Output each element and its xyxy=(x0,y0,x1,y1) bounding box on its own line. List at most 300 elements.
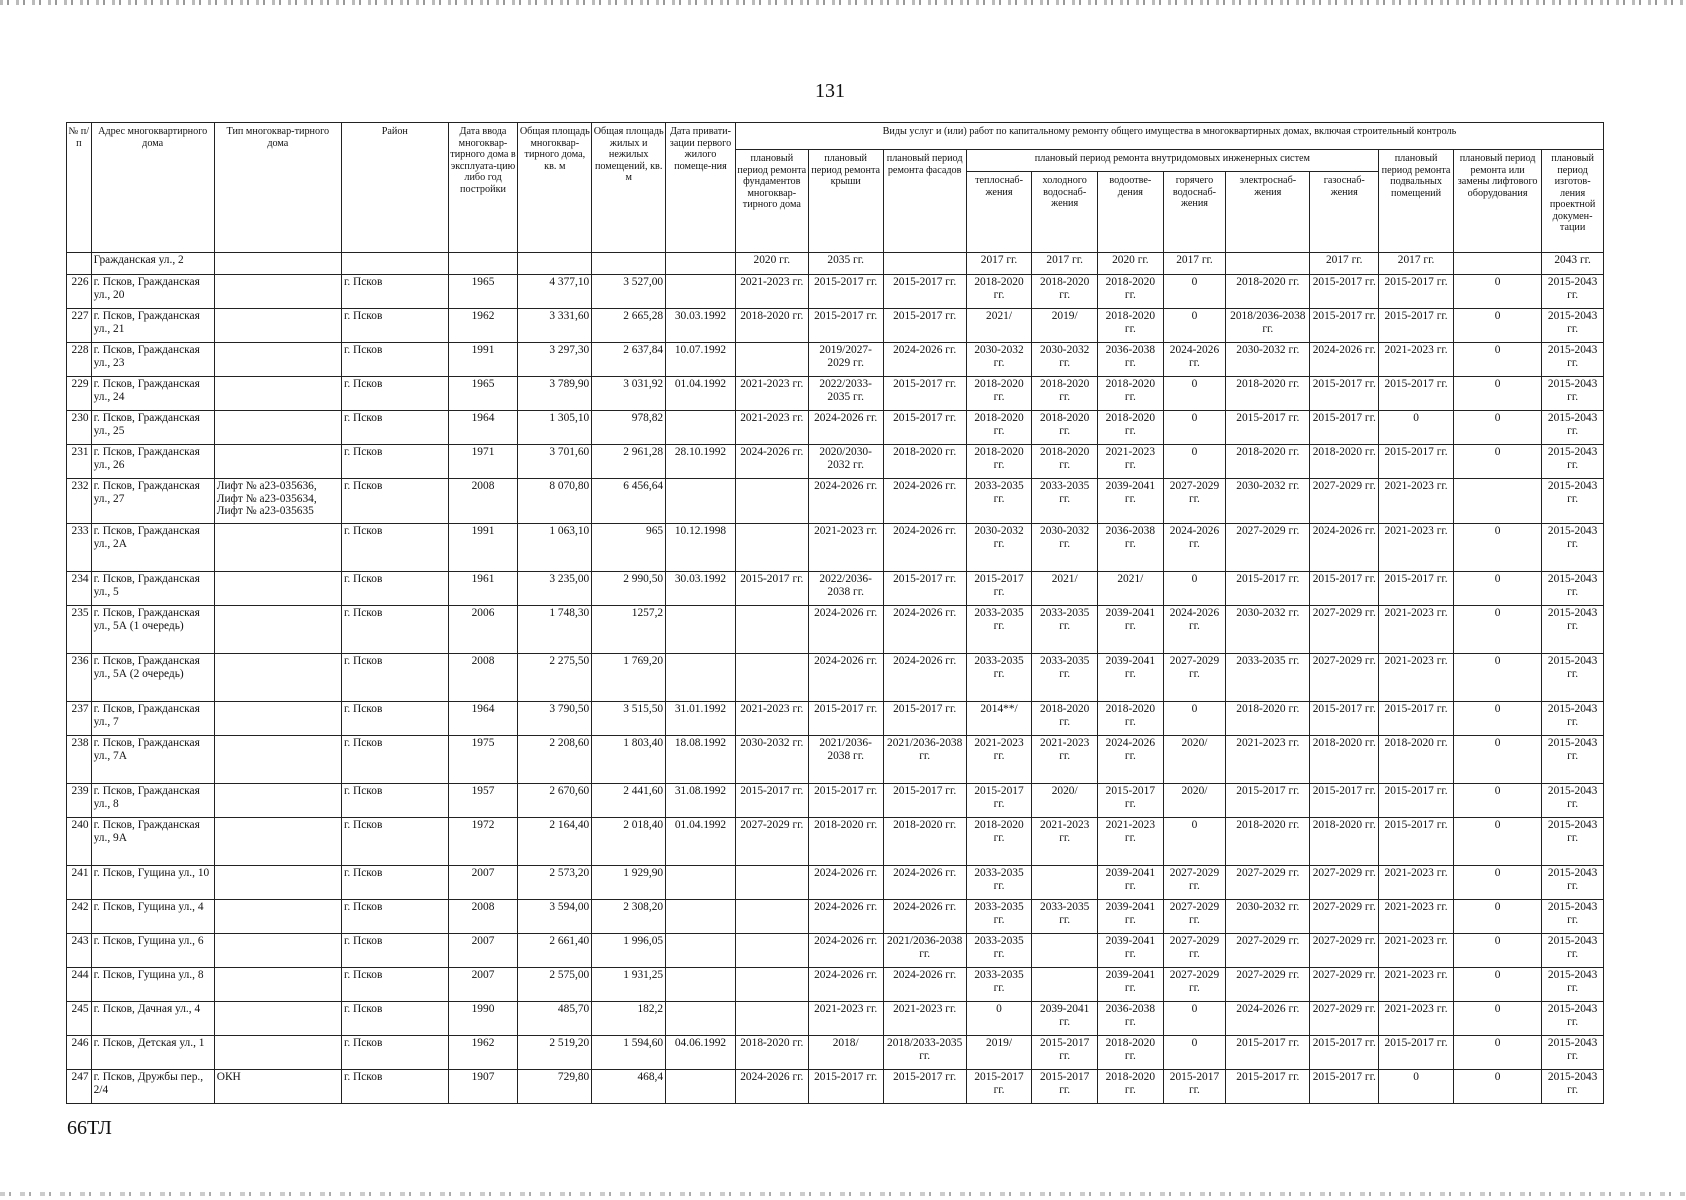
table-cell: 2015-2043 гг. xyxy=(1542,1070,1604,1104)
table-cell: 3 331,60 xyxy=(518,309,592,343)
table-cell: 2021-2023 гг. xyxy=(735,702,808,736)
table-cell: 2 308,20 xyxy=(592,900,666,934)
table-cell: 2039-2041 гг. xyxy=(1098,866,1164,900)
table-cell xyxy=(214,866,341,900)
table-cell: 2015-2043 гг. xyxy=(1542,654,1604,702)
table-cell: 0 xyxy=(1454,934,1542,968)
table-cell: 2027-2029 гг. xyxy=(1310,866,1379,900)
table-cell: 2033-2035 гг. xyxy=(966,968,1032,1002)
table-cell: 1965 xyxy=(448,377,518,411)
table-cell: 2015-2017 гг. xyxy=(883,572,966,606)
table-row xyxy=(67,702,1604,736)
table-cell: 2008 xyxy=(448,479,518,524)
footer-code: 66ТЛ xyxy=(67,1117,112,1139)
table-cell: 2024-2026 гг. xyxy=(883,606,966,654)
table-cell xyxy=(214,606,341,654)
table-cell: 2015-2017 гг. xyxy=(1310,411,1379,445)
table-cell: 0 xyxy=(1454,606,1542,654)
table-cell: 1 929,90 xyxy=(592,866,666,900)
table-cell: 2015-2043 гг. xyxy=(1542,934,1604,968)
table-cell: 1991 xyxy=(448,343,518,377)
table-cell xyxy=(666,606,736,654)
table-cell xyxy=(214,445,341,479)
table-cell: г. Псков, Детская ул., 1 xyxy=(91,1036,214,1070)
table-cell: г. Псков xyxy=(341,1036,448,1070)
capital-repair-table xyxy=(66,122,1604,1104)
table-cell: 2018-2020 гг. xyxy=(1226,445,1310,479)
table-cell: 1964 xyxy=(448,411,518,445)
table-cell: 2015-2017 гг. xyxy=(966,1070,1032,1104)
table-cell: 2015-2017 гг. xyxy=(883,702,966,736)
table-row xyxy=(67,654,1604,702)
table-cell xyxy=(666,900,736,934)
table-cell: 2015-2017 гг. xyxy=(808,784,883,818)
table-cell: 2039-2041 гг. xyxy=(1098,479,1164,524)
table-cell: г. Псков xyxy=(341,479,448,524)
table-cell: 729,80 xyxy=(518,1070,592,1104)
table-cell: 2024-2026 гг. xyxy=(883,343,966,377)
table-cell xyxy=(214,968,341,1002)
table-cell: 1 594,60 xyxy=(592,1036,666,1070)
table-cell: 2021/2036-2038 гг. xyxy=(808,736,883,784)
table-cell: 2015-2017 гг. xyxy=(1226,572,1310,606)
table-cell: 2033-2035 гг. xyxy=(966,654,1032,702)
table-cell: 2018-2020 гг. xyxy=(966,377,1032,411)
table-cell xyxy=(1032,866,1098,900)
table-cell: 3 235,00 xyxy=(518,572,592,606)
col-heat-header: теплоснаб-жения xyxy=(966,172,1032,253)
table-cell: 0 xyxy=(1454,445,1542,479)
table-cell: 2027-2029 гг. xyxy=(1310,934,1379,968)
table-cell: 2027-2029 гг. xyxy=(1163,934,1226,968)
table-cell: 242 xyxy=(67,900,92,934)
table-cell: 2022/2036-2038 гг. xyxy=(808,572,883,606)
table-cell: 2021-2023 гг. xyxy=(1379,866,1454,900)
table-cell: 2015-2017 гг. xyxy=(1310,702,1379,736)
table-cell: 2019/ xyxy=(1032,309,1098,343)
table-cell xyxy=(735,654,808,702)
table-cell: 2030-2032 гг. xyxy=(966,524,1032,572)
table-cell xyxy=(666,479,736,524)
table-cell: 2021-2023 гг. xyxy=(1032,818,1098,866)
table-cell: 0 xyxy=(1454,1002,1542,1036)
table-cell: 2 575,00 xyxy=(518,968,592,1002)
table-cell: 2015-2017 гг. xyxy=(1226,411,1310,445)
table-cell xyxy=(214,1002,341,1036)
table-cell xyxy=(883,253,966,275)
table-row xyxy=(67,524,1604,572)
col-commission-header: Дата ввода многоквар-тирного дома в эксплуата-цию либо год постройки xyxy=(448,123,518,253)
table-cell: 0 xyxy=(1163,1002,1226,1036)
table-row xyxy=(67,275,1604,309)
table-cell: 2030-2032 гг. xyxy=(735,736,808,784)
table-cell: 1972 xyxy=(448,818,518,866)
table-cell: г. Псков, Гущина ул., 10 xyxy=(91,866,214,900)
table-cell: 2033-2035 гг. xyxy=(1032,900,1098,934)
table-cell: 2039-2041 гг. xyxy=(1098,934,1164,968)
table-cell: 2015-2043 гг. xyxy=(1542,343,1604,377)
table-cell: 2030-2032 гг. xyxy=(1226,479,1310,524)
table-cell: 2030-2032 гг. xyxy=(966,343,1032,377)
table-cell: 2024-2026 гг. xyxy=(808,934,883,968)
col-total-area-header: Общая площадь многоквар-тирного дома, кв. м xyxy=(518,123,592,253)
table-cell: 0 xyxy=(1454,1036,1542,1070)
page-number: 131 xyxy=(815,80,845,102)
table-cell: 2015-2017 гг. xyxy=(1032,1036,1098,1070)
table-cell: г. Псков, Гражданская ул., 8 xyxy=(91,784,214,818)
table-cell: 2021-2023 гг. xyxy=(1098,445,1164,479)
table-cell: 0 xyxy=(1163,702,1226,736)
table-cell xyxy=(1032,968,1098,1002)
table-cell: 2030-2032 гг. xyxy=(1032,343,1098,377)
table-cell: 965 xyxy=(592,524,666,572)
table-cell xyxy=(1032,934,1098,968)
table-cell: 2020 гг. xyxy=(1098,253,1164,275)
table-cell: 2033-2035 гг. xyxy=(966,606,1032,654)
table-cell: г. Псков, Гражданская ул., 26 xyxy=(91,445,214,479)
table-cell: 2017 гг. xyxy=(1379,253,1454,275)
table-cell: 2018-2020 гг. xyxy=(1032,275,1098,309)
table-cell: 2024-2026 гг. xyxy=(1310,524,1379,572)
col-sewer-header: водоотве-дения xyxy=(1098,172,1164,253)
table-cell: 233 xyxy=(67,524,92,572)
table-cell: г. Псков, Гражданская ул., 5 xyxy=(91,572,214,606)
table-cell: 2021-2023 гг. xyxy=(883,1002,966,1036)
table-cell: 2 018,40 xyxy=(592,818,666,866)
table-row xyxy=(67,934,1604,968)
table-cell: 2024-2026 гг. xyxy=(1163,524,1226,572)
table-cell: 2 670,60 xyxy=(518,784,592,818)
table-cell: 2030-2032 гг. xyxy=(1226,343,1310,377)
table-cell: 2018-2020 гг. xyxy=(966,445,1032,479)
table-cell: 2015-2043 гг. xyxy=(1542,411,1604,445)
table-cell: 0 xyxy=(1379,1070,1454,1104)
table-cell: г. Псков, Дачная ул., 4 xyxy=(91,1002,214,1036)
table-row xyxy=(67,411,1604,445)
table-cell: 2024-2026 гг. xyxy=(808,900,883,934)
table-cell: 2027-2029 гг. xyxy=(1226,866,1310,900)
col-living-area-header: Общая площадь жилых и нежилых помещений, кв. м xyxy=(592,123,666,253)
table-cell: г. Псков xyxy=(341,968,448,1002)
table-cell: 2015-2017 гг. xyxy=(1310,1070,1379,1104)
col-cold-water-header: холодного водоснаб-жения xyxy=(1032,172,1098,253)
table-row xyxy=(67,606,1604,654)
table-cell: 3 790,50 xyxy=(518,702,592,736)
table-cell: г. Псков xyxy=(341,900,448,934)
table-cell: г. Псков xyxy=(341,445,448,479)
table-cell: г. Псков, Гражданская ул., 21 xyxy=(91,309,214,343)
table-cell: 2015-2043 гг. xyxy=(1542,702,1604,736)
table-cell xyxy=(666,1070,736,1104)
table-cell: 2015-2043 гг. xyxy=(1542,818,1604,866)
table-cell xyxy=(666,654,736,702)
table-cell: 8 070,80 xyxy=(518,479,592,524)
table-cell: 2024-2026 гг. xyxy=(883,900,966,934)
table-cell: 2027-2029 гг. xyxy=(1310,900,1379,934)
table-cell: 0 xyxy=(1163,572,1226,606)
table-cell: Гражданская ул., 2 xyxy=(91,253,214,275)
table-cell: 2015-2043 гг. xyxy=(1542,866,1604,900)
table-cell: 6 456,64 xyxy=(592,479,666,524)
table-cell: 2024-2026 гг. xyxy=(1226,1002,1310,1036)
table-cell: г. Псков xyxy=(341,309,448,343)
table-cell: 2036-2038 гг. xyxy=(1098,524,1164,572)
table-cell: 2007 xyxy=(448,866,518,900)
table-cell: 2039-2041 гг. xyxy=(1098,900,1164,934)
table-cell: 2 961,28 xyxy=(592,445,666,479)
table-cell: г. Псков, Гражданская ул., 27 xyxy=(91,479,214,524)
table-cell: 0 xyxy=(1454,1070,1542,1104)
table-cell: 2 208,60 xyxy=(518,736,592,784)
table-cell: 04.06.1992 xyxy=(666,1036,736,1070)
table-cell: 0 xyxy=(1454,343,1542,377)
table-cell xyxy=(1454,479,1542,524)
table-cell: 2027-2029 гг. xyxy=(1163,866,1226,900)
table-cell: 0 xyxy=(1454,900,1542,934)
table-cell: 2021-2023 гг. xyxy=(1379,934,1454,968)
table-cell: 2027-2029 гг. xyxy=(1226,934,1310,968)
col-hot-water-header: горячего водоснаб-жения xyxy=(1163,172,1226,253)
table-cell xyxy=(214,411,341,445)
col-foundation-header: плановый период ремонта фундаментов многоквар-тирного дома xyxy=(735,150,808,253)
table-cell: 2024-2026 гг. xyxy=(735,445,808,479)
table-cell: 2024-2026 гг. xyxy=(1098,736,1164,784)
table-cell: 2021-2023 гг. xyxy=(1379,343,1454,377)
table-cell: 2020/2030-2032 гг. xyxy=(808,445,883,479)
table-cell xyxy=(214,253,341,275)
table-cell: 1 931,25 xyxy=(592,968,666,1002)
table-cell xyxy=(1226,253,1310,275)
table-cell: 2015-2017 гг. xyxy=(883,377,966,411)
table-cell: 2015-2043 гг. xyxy=(1542,445,1604,479)
table-cell xyxy=(735,1002,808,1036)
table-cell: 485,70 xyxy=(518,1002,592,1036)
table-cell xyxy=(67,253,92,275)
col-type-header: Тип многоквар-тирного дома xyxy=(214,123,341,253)
table-cell xyxy=(735,934,808,968)
scan-edge-bottom xyxy=(0,1192,1686,1196)
table-row xyxy=(67,968,1604,1002)
table-cell: 28.10.1992 xyxy=(666,445,736,479)
table-cell xyxy=(214,900,341,934)
table-cell: 0 xyxy=(1454,736,1542,784)
table-cell: 0 xyxy=(1454,411,1542,445)
table-cell: 2022/2033-2035 гг. xyxy=(808,377,883,411)
table-cell: 240 xyxy=(67,818,92,866)
table-cell: 2018-2020 гг. xyxy=(1032,445,1098,479)
table-cell: 2021-2023 гг. xyxy=(1379,524,1454,572)
table-cell: г. Псков xyxy=(341,572,448,606)
table-row xyxy=(67,1002,1604,1036)
table-cell: 2018-2020 гг. xyxy=(1032,377,1098,411)
table-cell xyxy=(214,784,341,818)
table-cell: 2021/ xyxy=(1098,572,1164,606)
table-cell: г. Псков xyxy=(341,702,448,736)
table-cell: 2015-2017 гг. xyxy=(1310,377,1379,411)
table-cell: 2020/ xyxy=(1163,736,1226,784)
table-cell: 0 xyxy=(966,1002,1032,1036)
table-cell: 2030-2032 гг. xyxy=(1226,606,1310,654)
table-row xyxy=(67,866,1604,900)
table-cell: 1975 xyxy=(448,736,518,784)
table-cell: 2024-2026 гг. xyxy=(883,654,966,702)
table-cell xyxy=(214,377,341,411)
table-cell xyxy=(214,1036,341,1070)
table-cell: 2020/ xyxy=(1163,784,1226,818)
table-cell: 1990 xyxy=(448,1002,518,1036)
table-cell: 2024-2026 гг. xyxy=(808,411,883,445)
table-cell: 2027-2029 гг. xyxy=(1163,900,1226,934)
table-cell: 2024-2026 гг. xyxy=(808,968,883,1002)
table-cell: 978,82 xyxy=(592,411,666,445)
table-cell: 2020/ xyxy=(1032,784,1098,818)
table-cell: 1964 xyxy=(448,702,518,736)
table-cell: 2027-2029 гг. xyxy=(1163,479,1226,524)
table-cell: 2018-2020 гг. xyxy=(1310,736,1379,784)
table-cell: г. Псков, Гражданская ул., 2А xyxy=(91,524,214,572)
table-row xyxy=(67,784,1604,818)
col-address-header: Адрес многоквартирного дома xyxy=(91,123,214,253)
table-cell xyxy=(214,934,341,968)
table-cell: 2008 xyxy=(448,654,518,702)
table-cell: 2019/ xyxy=(966,1036,1032,1070)
table-cell: 2024-2026 гг. xyxy=(1310,343,1379,377)
table-cell: 2015-2017 гг. xyxy=(735,784,808,818)
table-cell: 243 xyxy=(67,934,92,968)
table-cell: 2018-2020 гг. xyxy=(966,411,1032,445)
col-elevator-header: плановый период ремонта или замены лифтового оборудования xyxy=(1454,150,1542,253)
table-cell: г. Псков xyxy=(341,275,448,309)
table-cell: 2018-2020 гг. xyxy=(883,818,966,866)
table-cell: 1962 xyxy=(448,1036,518,1070)
table-cell: 2027-2029 гг. xyxy=(1310,654,1379,702)
table-cell: 2007 xyxy=(448,968,518,1002)
table-cell xyxy=(666,1002,736,1036)
works-group-header: Виды услуг и (или) работ по капитальному ремонту общего имущества в многоквартирных домах, включая строительный контроль xyxy=(735,123,1603,150)
table-cell: 1961 xyxy=(448,572,518,606)
col-basement-header: плановый период ремонта подвальных помещений xyxy=(1379,150,1454,253)
table-cell xyxy=(214,309,341,343)
table-cell: 4 377,10 xyxy=(518,275,592,309)
table-cell: 229 xyxy=(67,377,92,411)
table-row xyxy=(67,1036,1604,1070)
table-cell: 2021-2023 гг. xyxy=(1032,736,1098,784)
table-cell: 2021/2036-2038 гг. xyxy=(883,736,966,784)
table-cell: 2017 гг. xyxy=(966,253,1032,275)
table-cell: 2014**/ xyxy=(966,702,1032,736)
table-cell: 2015-2043 гг. xyxy=(1542,1002,1604,1036)
table-cell: 2 637,84 xyxy=(592,343,666,377)
table-cell: 182,2 xyxy=(592,1002,666,1036)
table-cell: 2030-2032 гг. xyxy=(1226,900,1310,934)
table-cell: 2015-2017 гг. xyxy=(883,1070,966,1104)
table-cell xyxy=(214,702,341,736)
table-cell: 0 xyxy=(1454,968,1542,1002)
table-cell: 2021/ xyxy=(1032,572,1098,606)
table-cell: 2015-2017 гг. xyxy=(1379,572,1454,606)
table-cell: 226 xyxy=(67,275,92,309)
table-cell xyxy=(214,343,341,377)
table-cell: 2021-2023 гг. xyxy=(1379,479,1454,524)
table-cell: 2018-2020 гг. xyxy=(808,818,883,866)
table-cell xyxy=(214,275,341,309)
table-cell: 2024-2026 гг. xyxy=(883,524,966,572)
table-cell: 2017 гг. xyxy=(1310,253,1379,275)
table-cell: 2027-2029 гг. xyxy=(1226,524,1310,572)
table-row xyxy=(67,479,1604,524)
col-roof-header: плановый период ремонта крыши xyxy=(808,150,883,253)
table-cell: 2018/2033-2035 гг. xyxy=(883,1036,966,1070)
table-cell: 2 164,40 xyxy=(518,818,592,866)
table-cell: 2043 гг. xyxy=(1542,253,1604,275)
systems-group-header: плановый период ремонта внутридомовых инженерных систем xyxy=(966,150,1378,172)
table-cell: 2024-2026 гг. xyxy=(735,1070,808,1104)
table-cell: 2015-2043 гг. xyxy=(1542,736,1604,784)
table-cell: 2 441,60 xyxy=(592,784,666,818)
table-cell: 2018-2020 гг. xyxy=(1226,275,1310,309)
table-cell: г. Псков, Гражданская ул., 25 xyxy=(91,411,214,445)
table-cell: 2021-2023 гг. xyxy=(1379,968,1454,1002)
table-cell xyxy=(735,900,808,934)
table-cell: 2015-2017 гг. xyxy=(1310,572,1379,606)
table-cell: 2018-2020 гг. xyxy=(1310,818,1379,866)
table-cell: 2015-2017 гг. xyxy=(883,275,966,309)
table-cell: 2021-2023 гг. xyxy=(966,736,1032,784)
table-cell: 246 xyxy=(67,1036,92,1070)
table-cell: 2018-2020 гг. xyxy=(1098,275,1164,309)
table-cell: 2018-2020 гг. xyxy=(1032,411,1098,445)
table-cell: 2027-2029 гг. xyxy=(735,818,808,866)
table-cell: 2027-2029 гг. xyxy=(1163,968,1226,1002)
table-cell: г. Псков, Гражданская ул., 7 xyxy=(91,702,214,736)
table-cell: 2 573,20 xyxy=(518,866,592,900)
table-cell: г. Псков xyxy=(341,606,448,654)
table-cell: 2015-2017 гг. xyxy=(1032,1070,1098,1104)
table-cell xyxy=(1454,253,1542,275)
table-cell: г. Псков xyxy=(341,784,448,818)
table-cell xyxy=(214,818,341,866)
table-cell: 3 527,00 xyxy=(592,275,666,309)
table-cell: 239 xyxy=(67,784,92,818)
table-cell: г. Псков, Гражданская ул., 7А xyxy=(91,736,214,784)
table-cell: 2018/2036-2038 гг. xyxy=(1226,309,1310,343)
table-row xyxy=(67,445,1604,479)
table-cell: г. Псков xyxy=(341,866,448,900)
table-cell: 0 xyxy=(1454,702,1542,736)
table-cell xyxy=(448,253,518,275)
table-cell: 2039-2041 гг. xyxy=(1098,654,1164,702)
table-cell: 2018-2020 гг. xyxy=(1098,1036,1164,1070)
table-cell: 2018-2020 гг. xyxy=(1226,377,1310,411)
table-cell: 0 xyxy=(1454,572,1542,606)
table-cell: 0 xyxy=(1163,1036,1226,1070)
table-cell: 2015-2017 гг. xyxy=(808,309,883,343)
table-cell: 31.01.1992 xyxy=(666,702,736,736)
table-cell: 2024-2026 гг. xyxy=(1163,606,1226,654)
table-cell: 2018-2020 гг. xyxy=(1379,736,1454,784)
table-cell: 2018-2020 гг. xyxy=(1032,702,1098,736)
table-cell: 2036-2038 гг. xyxy=(1098,343,1164,377)
table-cell: 3 031,92 xyxy=(592,377,666,411)
table-cell: 2 275,50 xyxy=(518,654,592,702)
table-cell: г. Псков xyxy=(341,818,448,866)
table-cell: 2021-2023 гг. xyxy=(1226,736,1310,784)
table-cell: 2015-2043 гг. xyxy=(1542,309,1604,343)
table-cell xyxy=(735,968,808,1002)
table-cell: 1 305,10 xyxy=(518,411,592,445)
table-cell: 2018-2020 гг. xyxy=(735,1036,808,1070)
col-gas-header: газоснаб-жения xyxy=(1310,172,1379,253)
